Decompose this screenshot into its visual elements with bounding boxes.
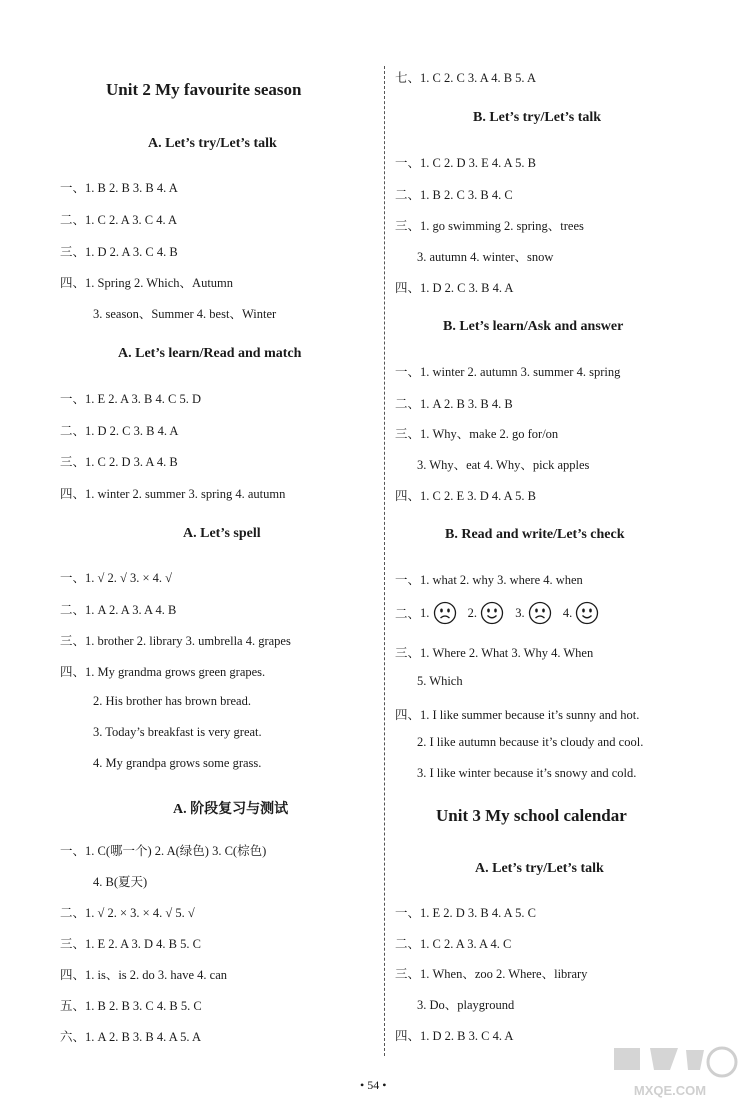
section-title: B. Let’s try/Let’s talk bbox=[473, 110, 602, 125]
section-title: A. Let’s spell bbox=[183, 526, 261, 541]
page-number: • 54 • bbox=[360, 1078, 387, 1092]
watermark-text: MXQE.COM bbox=[633, 1083, 707, 1098]
column-divider bbox=[384, 66, 385, 1056]
answer-line: 2. I like autumn because it’s cloudy and cool. bbox=[417, 735, 644, 749]
answer-line: 一、1. √ 2. √ 3. × 4. √ bbox=[60, 571, 173, 585]
faces-prefix: 二、 bbox=[395, 607, 421, 621]
answer-line: 5. Which bbox=[417, 674, 463, 688]
section-title: B. Let’s learn/Ask and answer bbox=[443, 319, 624, 334]
answer-line: 二、1. C 2. A 3. A 4. C bbox=[395, 937, 512, 951]
answer-line: 四、1. D 2. C 3. B 4. A bbox=[395, 281, 514, 295]
answer-line: 三、1. Where 2. What 3. Why 4. When bbox=[395, 646, 594, 660]
happy-face-icon bbox=[480, 601, 504, 625]
answer-line: 二、1. D 2. C 3. B 4. A bbox=[60, 424, 179, 438]
answer-line: 3. Why、eat 4. Why、pick apples bbox=[417, 458, 590, 472]
face-number: 4. bbox=[562, 605, 573, 620]
answer-line: 七、1. C 2. C 3. A 4. B 5. A bbox=[395, 71, 536, 85]
answer-line: 三、1. brother 2. library 3. umbrella 4. grapes bbox=[60, 634, 291, 648]
section-title: B. Read and write/Let’s check bbox=[445, 527, 625, 542]
face-number: 1. bbox=[420, 605, 430, 620]
answer-line: 二、1. B 2. C 3. B 4. C bbox=[395, 188, 513, 202]
answer-line: 三、1. Why、make 2. go for/on bbox=[395, 427, 559, 441]
answer-line: 一、1. E 2. D 3. B 4. A 5. C bbox=[395, 906, 536, 920]
watermark-logo bbox=[600, 1040, 740, 1100]
answer-line: 一、1. what 2. why 3. where 4. when bbox=[395, 573, 583, 587]
sad-face-icon bbox=[433, 601, 457, 625]
answer-line: 一、1. C 2. D 3. E 4. A 5. B bbox=[395, 156, 536, 170]
answer-line: 二、1. A 2. A 3. A 4. B bbox=[60, 603, 177, 617]
unit-2-title: Unit 2 My favourite season bbox=[106, 80, 302, 99]
answer-line: 四、1. is、is 2. do 3. have 4. can bbox=[60, 968, 227, 982]
section-title: A. Let’s learn/Read and match bbox=[118, 346, 302, 361]
answer-line: 4. B(夏天) bbox=[93, 875, 148, 889]
answer-line: 2. His brother has brown bread. bbox=[93, 694, 251, 708]
answer-line: 3. I like winter because it’s snowy and cold. bbox=[417, 766, 637, 780]
answer-line: 一、1. C(哪一个) 2. A(绿色) 3. C(棕色) bbox=[60, 844, 267, 858]
answer-line: 三、1. E 2. A 3. D 4. B 5. C bbox=[60, 937, 201, 951]
unit-3-title: Unit 3 My school calendar bbox=[436, 806, 627, 825]
answer-line: 三、1. C 2. D 3. A 4. B bbox=[60, 455, 178, 469]
face-number: 3. bbox=[515, 605, 525, 620]
answer-line: 二、1. √ 2. × 3. × 4. √ 5. √ bbox=[60, 906, 195, 920]
answer-line: 三、1. D 2. A 3. C 4. B bbox=[60, 245, 178, 259]
answer-line: 四、1. winter 2. summer 3. spring 4. autumn bbox=[60, 487, 286, 501]
answer-line: 3. season、Summer 4. best、Winter bbox=[93, 307, 277, 321]
section-title: A. Let’s try/Let’s talk bbox=[148, 136, 277, 151]
happy-face-icon bbox=[575, 601, 599, 625]
answer-line: 一、1. winter 2. autumn 3. summer 4. spring bbox=[395, 365, 621, 379]
section-title: A. 阶段复习与测试 bbox=[173, 802, 289, 817]
answer-line: 3. Do、playground bbox=[417, 998, 515, 1012]
answer-line: 3. autumn 4. winter、snow bbox=[417, 250, 554, 264]
answer-line: 一、1. B 2. B 3. B 4. A bbox=[60, 181, 178, 195]
answer-line: 四、1. D 2. B 3. C 4. A bbox=[395, 1029, 514, 1043]
answer-line: 4. My grandpa grows some grass. bbox=[93, 756, 262, 770]
answer-line: 四、1. I like summer because it’s sunny and hot. bbox=[395, 708, 640, 722]
answer-line: 三、1. go swimming 2. spring、trees bbox=[395, 219, 584, 233]
answer-line: 一、1. E 2. A 3. B 4. C 5. D bbox=[60, 392, 201, 406]
answer-line: 四、1. Spring 2. Which、Autumn bbox=[60, 276, 234, 290]
answer-line: 二、1. A 2. B 3. B 4. B bbox=[395, 397, 513, 411]
section-title: A. Let’s try/Let’s talk bbox=[475, 861, 604, 876]
answer-line: 3. Today’s breakfast is very great. bbox=[93, 725, 262, 739]
sad-face-icon bbox=[528, 601, 552, 625]
faces-answer-line bbox=[395, 601, 599, 625]
answer-line: 四、1. My grandma grows green grapes. bbox=[60, 665, 266, 679]
face-number: 2. bbox=[467, 605, 478, 620]
answer-line: 四、1. C 2. E 3. D 4. A 5. B bbox=[395, 489, 536, 503]
answer-line: 六、1. A 2. B 3. B 4. A 5. A bbox=[60, 1030, 201, 1044]
answer-line: 二、1. C 2. A 3. C 4. A bbox=[60, 213, 178, 227]
answer-line: 五、1. B 2. B 3. C 4. B 5. C bbox=[60, 999, 202, 1013]
answer-line: 三、1. When、zoo 2. Where、library bbox=[395, 967, 588, 981]
